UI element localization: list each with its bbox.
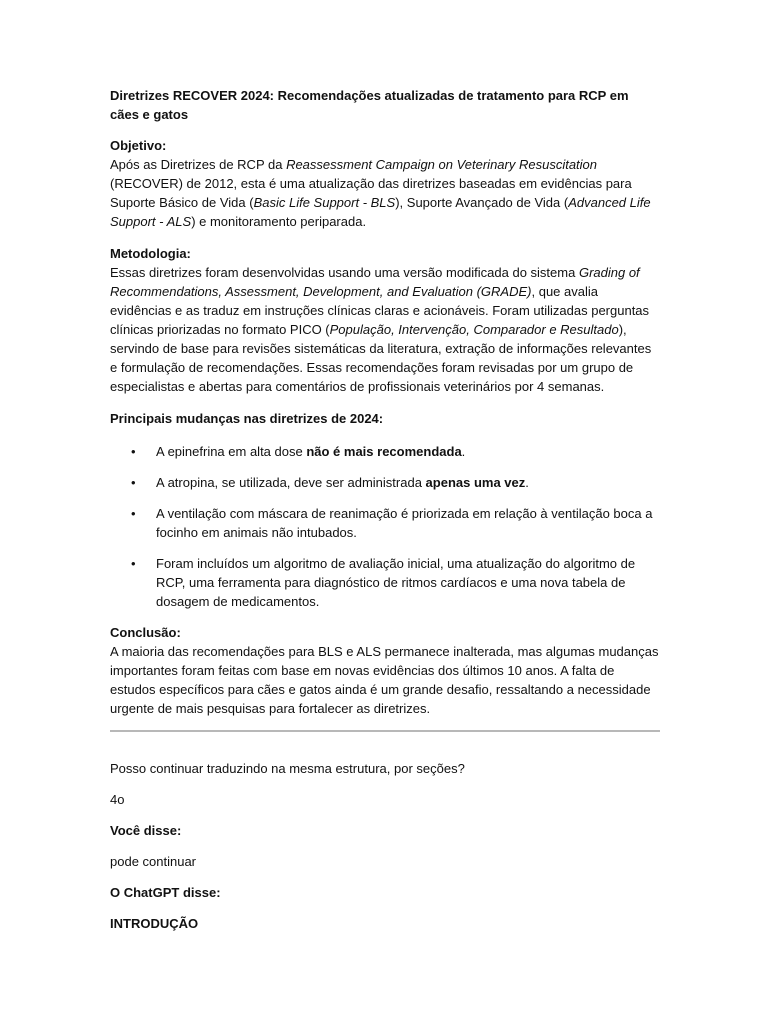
methodology-text-part: ), servindo de base para revisões sistemáticas da literatura, extração de informações relevantes e formulação de recomendações. Essas recomendações foram revisadas por um grupo de especialistas e abertas para comentários de profissionais veterinários por 4 semanas. — [110, 322, 652, 394]
methodology-text — [110, 263, 660, 396]
list-item-emphasis: não é mais recomendada — [306, 444, 462, 459]
objective-bls-name: Basic Life Support - BLS — [253, 195, 396, 210]
assistant-label: O ChatGPT disse: — [110, 885, 221, 900]
conclusion-heading: Conclusão: — [110, 625, 181, 640]
changes-list — [110, 442, 660, 611]
user-label: Você disse: — [110, 823, 182, 838]
objective-section — [110, 136, 660, 231]
assistant-question: Posso continuar traduzindo na mesma estrutura, por seções? — [110, 761, 465, 776]
objective-als-name: Advanced Life Support - ALS — [110, 195, 651, 229]
introduction-heading: INTRODUÇÃO — [110, 916, 199, 931]
methodology-text-part: Essas diretrizes foram desenvolvidas usando uma versão modificada do sistema — [110, 265, 579, 280]
document-page — [110, 86, 660, 945]
methodology-pico-terms: População, Intervenção, Comparador e Resultado — [329, 322, 619, 337]
methodology-section — [110, 244, 660, 396]
list-item — [110, 504, 660, 542]
list-item — [110, 442, 660, 461]
list-item-emphasis: apenas uma vez — [425, 475, 526, 490]
list-item-text: A ventilação com máscara de reanimação é priorizada em relação à ventilação boca a focinho em animais não intubados. — [156, 506, 653, 540]
horizontal-divider — [110, 730, 660, 732]
document-title: Diretrizes RECOVER 2024: Recomendações atualizadas de tratamento para RCP em cães e gatos — [110, 88, 629, 122]
list-item-text: A atropina, se utilizada, deve ser administrada — [156, 475, 426, 490]
objective-text-part: (RECOVER) de 2012, esta é uma atualização das diretrizes baseadas em evidências para Suporte Básico de Vida ( — [110, 176, 632, 210]
changes-heading: Principais mudanças nas diretrizes de 2024: — [110, 411, 384, 426]
bullet-icon: • — [131, 444, 136, 459]
list-item-text: Foram incluídos um algoritmo de avaliação inicial, uma atualização do algoritmo de RCP, uma ferramenta para diagnóstico de ritmos cardíacos e uma nova tabela de dosagem de medicamentos. — [156, 556, 636, 609]
list-item — [110, 473, 660, 492]
conclusion-section — [110, 623, 660, 718]
objective-heading: Objetivo: — [110, 138, 167, 153]
objective-recover-name: Reassessment Campaign on Veterinary Resuscitation — [286, 157, 598, 172]
objective-text — [110, 155, 660, 231]
objective-text-part: ), Suporte Avançado de Vida ( — [395, 195, 569, 210]
list-item-text: . — [461, 444, 466, 459]
methodology-grade-name: Grading of Recommendations, Assessment, Development, and Evaluation (GRADE) — [110, 265, 640, 299]
model-label: 4o — [110, 792, 125, 807]
user-message: pode continuar — [110, 854, 197, 869]
objective-text-part: ) e monitoramento periparada. — [191, 214, 367, 229]
list-item-text: . — [525, 475, 529, 490]
bullet-icon: • — [131, 475, 136, 490]
methodology-text-part: , que avalia evidências e as traduz em instruções clínicas claras e acionáveis. Foram utilizadas perguntas clínicas priorizadas no formato PICO ( — [110, 284, 650, 337]
bullet-icon: • — [131, 506, 136, 521]
methodology-heading: Metodologia: — [110, 246, 191, 261]
bullet-icon: • — [131, 556, 136, 571]
list-item-text: A epinefrina em alta dose — [156, 444, 307, 459]
objective-text-part: Após as Diretrizes de RCP da — [110, 157, 287, 172]
list-item — [110, 554, 660, 611]
conclusion-text: A maioria das recomendações para BLS e ALS permanece inalterada, mas algumas mudanças importantes foram feitas com base em novas evidências dos últimos 10 anos. A falta de estudos específicos para cães e gatos ainda é um grande desafio, ressaltando a necessidade urgente de mais pesquisas para fortalecer as diretrizes. — [110, 644, 659, 716]
